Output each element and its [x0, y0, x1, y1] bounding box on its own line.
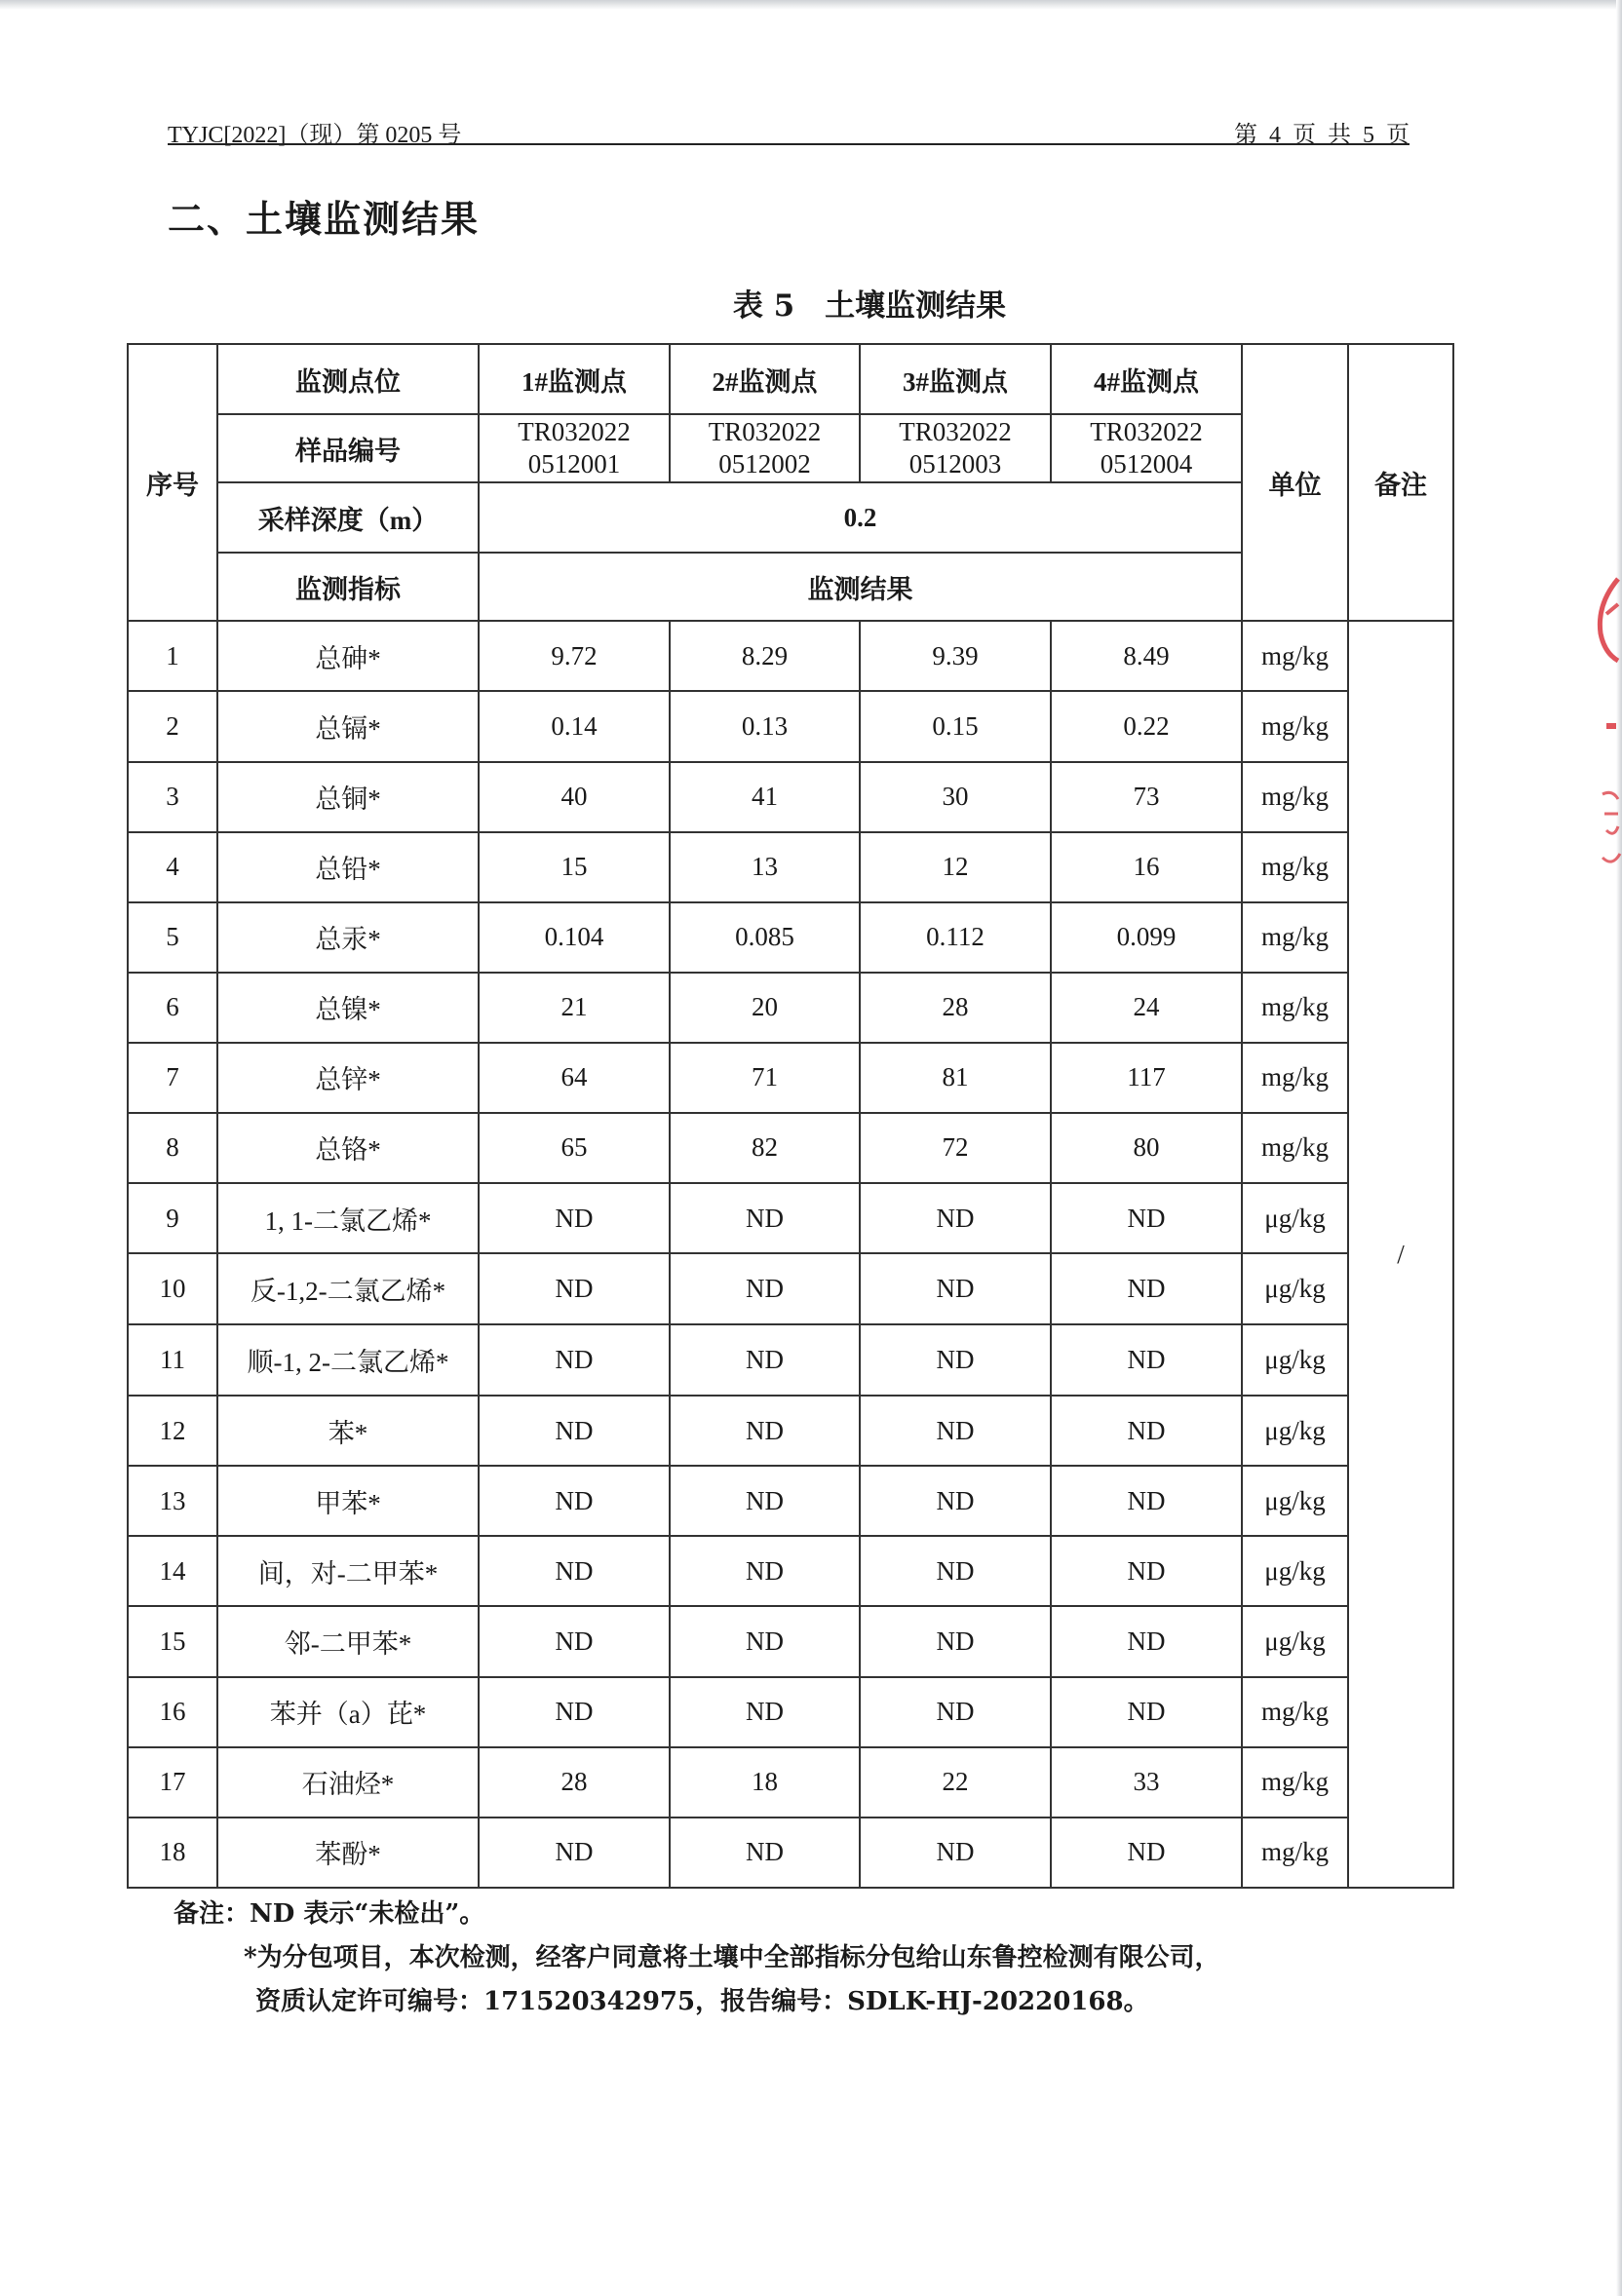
unit-value: mg/kg: [1242, 1677, 1348, 1747]
indicator-name: 苯并（a）芘*: [217, 1677, 479, 1747]
unit-value: mg/kg: [1242, 1818, 1348, 1888]
unit-value: mg/kg: [1242, 621, 1348, 691]
depth-value: 0.2: [479, 482, 1242, 553]
result-value: ND: [860, 1536, 1051, 1606]
point-header: 3#监测点: [860, 344, 1051, 414]
note-license: 资质认定许可编号：171520342975，报告编号：SDLK-HJ-20220168。: [255, 1987, 1149, 2016]
result-value: 28: [860, 973, 1051, 1043]
result-value: ND: [479, 1606, 670, 1676]
table-row: [128, 832, 1453, 902]
result-value: 13: [670, 832, 860, 902]
result-value: 0.22: [1051, 691, 1242, 761]
table-row: [128, 1536, 1453, 1606]
result-value: ND: [670, 1396, 860, 1466]
unit-value: μg/kg: [1242, 1606, 1348, 1676]
row-number: 18: [128, 1818, 217, 1888]
result-value: 82: [670, 1113, 860, 1183]
seq-header: 序号: [128, 344, 217, 621]
sample-label-header: 样品编号: [217, 414, 479, 482]
result-value: 28: [479, 1747, 670, 1818]
row-number: 12: [128, 1396, 217, 1466]
result-value: ND: [860, 1396, 1051, 1466]
point-header: 2#监测点: [670, 344, 860, 414]
result-value: ND: [860, 1466, 1051, 1536]
unit-value: mg/kg: [1242, 691, 1348, 761]
result-value: ND: [1051, 1536, 1242, 1606]
sample-id: TR032022 0512001: [479, 414, 670, 482]
row-number: 14: [128, 1536, 217, 1606]
result-value: ND: [860, 1606, 1051, 1676]
table-row: [128, 762, 1453, 832]
result-value: 30: [860, 762, 1051, 832]
row-number: 16: [128, 1677, 217, 1747]
table-row: [128, 1183, 1453, 1253]
result-value: 8.29: [670, 621, 860, 691]
header-row-points: [128, 344, 1453, 414]
sample-id: TR032022 0512003: [860, 414, 1051, 482]
unit-value: mg/kg: [1242, 1747, 1348, 1818]
row-number: 17: [128, 1747, 217, 1818]
result-value: 40: [479, 762, 670, 832]
table-row: [128, 691, 1453, 761]
row-number: 15: [128, 1606, 217, 1676]
soil-results-table: [127, 343, 1454, 1889]
result-value: 16: [1051, 832, 1242, 902]
unit-value: mg/kg: [1242, 902, 1348, 973]
result-value: 12: [860, 832, 1051, 902]
result-value: 21: [479, 973, 670, 1043]
indicator-name: 苯酚*: [217, 1818, 479, 1888]
indicator-name: 反-1,2-二氯乙烯*: [217, 1253, 479, 1324]
report-number: TYJC[2022]（现）第 0205 号: [168, 123, 462, 148]
result-value: ND: [670, 1536, 860, 1606]
result-value: ND: [670, 1183, 860, 1253]
row-number: 4: [128, 832, 217, 902]
result-value: ND: [670, 1324, 860, 1396]
result-value: ND: [479, 1466, 670, 1536]
indicator-name: 总锌*: [217, 1043, 479, 1113]
result-value: 0.14: [479, 691, 670, 761]
unit-value: mg/kg: [1242, 973, 1348, 1043]
indicator-name: 邻-二甲苯*: [217, 1606, 479, 1676]
result-value: ND: [670, 1818, 860, 1888]
result-value: ND: [670, 1677, 860, 1747]
result-value: 0.085: [670, 902, 860, 973]
row-number: 1: [128, 621, 217, 691]
indicator-name: 间，对-二甲苯*: [217, 1536, 479, 1606]
unit-value: μg/kg: [1242, 1396, 1348, 1466]
result-value: ND: [479, 1677, 670, 1747]
indicator-name: 苯*: [217, 1396, 479, 1466]
result-value: 81: [860, 1043, 1051, 1113]
result-value: 73: [1051, 762, 1242, 832]
result-value: ND: [479, 1324, 670, 1396]
unit-value: μg/kg: [1242, 1253, 1348, 1324]
scan-edge: [1616, 0, 1622, 2296]
table-row: [128, 1324, 1453, 1396]
result-value: ND: [1051, 1324, 1242, 1396]
result-value: 9.39: [860, 621, 1051, 691]
row-number: 9: [128, 1183, 217, 1253]
row-number: 7: [128, 1043, 217, 1113]
row-number: 6: [128, 973, 217, 1043]
result-value: ND: [860, 1324, 1051, 1396]
indicator-name: 总砷*: [217, 621, 479, 691]
result-value: ND: [1051, 1396, 1242, 1466]
data-rows: [128, 621, 1453, 1888]
result-value: ND: [670, 1606, 860, 1676]
result-value: ND: [860, 1183, 1051, 1253]
result-value: ND: [670, 1466, 860, 1536]
row-number: 5: [128, 902, 217, 973]
result-value: ND: [670, 1253, 860, 1324]
result-value: 8.49: [1051, 621, 1242, 691]
result-value: ND: [479, 1396, 670, 1466]
result-value: 15: [479, 832, 670, 902]
indicator-name: 甲苯*: [217, 1466, 479, 1536]
result-value: 9.72: [479, 621, 670, 691]
result-value: ND: [479, 1253, 670, 1324]
result-value: 80: [1051, 1113, 1242, 1183]
result-value: ND: [860, 1677, 1051, 1747]
table-row: [128, 973, 1453, 1043]
table-row: [128, 1747, 1453, 1818]
result-value: 41: [670, 762, 860, 832]
depth-label-header: 采样深度（m）: [217, 482, 479, 553]
result-value: ND: [479, 1183, 670, 1253]
result-value: ND: [479, 1818, 670, 1888]
section-title: 二、土壤监测结果: [168, 197, 481, 241]
row-number: 13: [128, 1466, 217, 1536]
result-value: ND: [479, 1536, 670, 1606]
result-value: 72: [860, 1113, 1051, 1183]
table-row: [128, 1466, 1453, 1536]
unit-value: mg/kg: [1242, 1113, 1348, 1183]
result-value: 65: [479, 1113, 670, 1183]
indicator-name: 总汞*: [217, 902, 479, 973]
result-value: ND: [1051, 1253, 1242, 1324]
unit-header: 单位: [1242, 344, 1348, 621]
indicator-name: 石油烃*: [217, 1747, 479, 1818]
result-value: 33: [1051, 1747, 1242, 1818]
result-value: ND: [860, 1818, 1051, 1888]
unit-value: mg/kg: [1242, 762, 1348, 832]
result-value: 0.15: [860, 691, 1051, 761]
indicator-name: 总镉*: [217, 691, 479, 761]
indicator-name: 1, 1-二氯乙烯*: [217, 1183, 479, 1253]
result-value: 18: [670, 1747, 860, 1818]
scan-edge: [0, 0, 1622, 10]
remark-value: /: [1348, 621, 1453, 1888]
row-number: 2: [128, 691, 217, 761]
table-row: [128, 1253, 1453, 1324]
result-value: ND: [1051, 1818, 1242, 1888]
table-row: [128, 1606, 1453, 1676]
indicator-name: 顺-1, 2-二氯乙烯*: [217, 1324, 479, 1396]
result-value: 24: [1051, 973, 1242, 1043]
result-value: 0.112: [860, 902, 1051, 973]
result-value: 0.13: [670, 691, 860, 761]
table-caption: 表 5 土壤监测结果: [732, 288, 1007, 324]
indicator-label-header: 监测指标: [217, 553, 479, 621]
result-value: 71: [670, 1043, 860, 1113]
result-value: 117: [1051, 1043, 1242, 1113]
table-body: [128, 344, 1453, 621]
indicator-name: 总铅*: [217, 832, 479, 902]
result-value: ND: [1051, 1677, 1242, 1747]
result-value: ND: [1051, 1183, 1242, 1253]
indicator-name: 总铜*: [217, 762, 479, 832]
table-row: [128, 1396, 1453, 1466]
note-subcontract: *为分包项目，本次检测，经客户同意将土壤中全部指标分包给山东鲁控检测有限公司，: [244, 1943, 1220, 1972]
result-value: 64: [479, 1043, 670, 1113]
table-row: [128, 1818, 1453, 1888]
unit-value: μg/kg: [1242, 1536, 1348, 1606]
note-nd: 备注：ND 表示“未检出”。: [174, 1899, 485, 1929]
table-row: [128, 1113, 1453, 1183]
table-row: [128, 1677, 1453, 1747]
unit-value: μg/kg: [1242, 1183, 1348, 1253]
footnotes: [174, 1893, 1220, 2024]
result-value: ND: [1051, 1466, 1242, 1536]
indicator-name: 总镍*: [217, 973, 479, 1043]
point-label-header: 监测点位: [217, 344, 479, 414]
unit-value: μg/kg: [1242, 1466, 1348, 1536]
unit-value: mg/kg: [1242, 1043, 1348, 1113]
row-number: 3: [128, 762, 217, 832]
header-divider: [168, 143, 1410, 145]
result-value: 0.099: [1051, 902, 1242, 973]
row-number: 10: [128, 1253, 217, 1324]
result-value: ND: [860, 1253, 1051, 1324]
remark-header: 备注: [1348, 344, 1453, 621]
result-value: 20: [670, 973, 860, 1043]
point-header: 1#监测点: [479, 344, 670, 414]
row-number: 8: [128, 1113, 217, 1183]
page-info: 第 4 页 共 5 页: [1234, 123, 1410, 148]
unit-value: μg/kg: [1242, 1324, 1348, 1396]
result-value: 22: [860, 1747, 1051, 1818]
table-row: [128, 621, 1453, 691]
result-value: ND: [1051, 1606, 1242, 1676]
red-seal-fragment: [1567, 575, 1622, 897]
table-row: [128, 1043, 1453, 1113]
sample-id: TR032022 0512004: [1051, 414, 1242, 482]
row-number: 11: [128, 1324, 217, 1396]
table-row: [128, 902, 1453, 973]
results-label-header: 监测结果: [479, 553, 1242, 621]
point-header: 4#监测点: [1051, 344, 1242, 414]
unit-value: mg/kg: [1242, 832, 1348, 902]
result-value: 0.104: [479, 902, 670, 973]
indicator-name: 总铬*: [217, 1113, 479, 1183]
sample-id: TR032022 0512002: [670, 414, 860, 482]
